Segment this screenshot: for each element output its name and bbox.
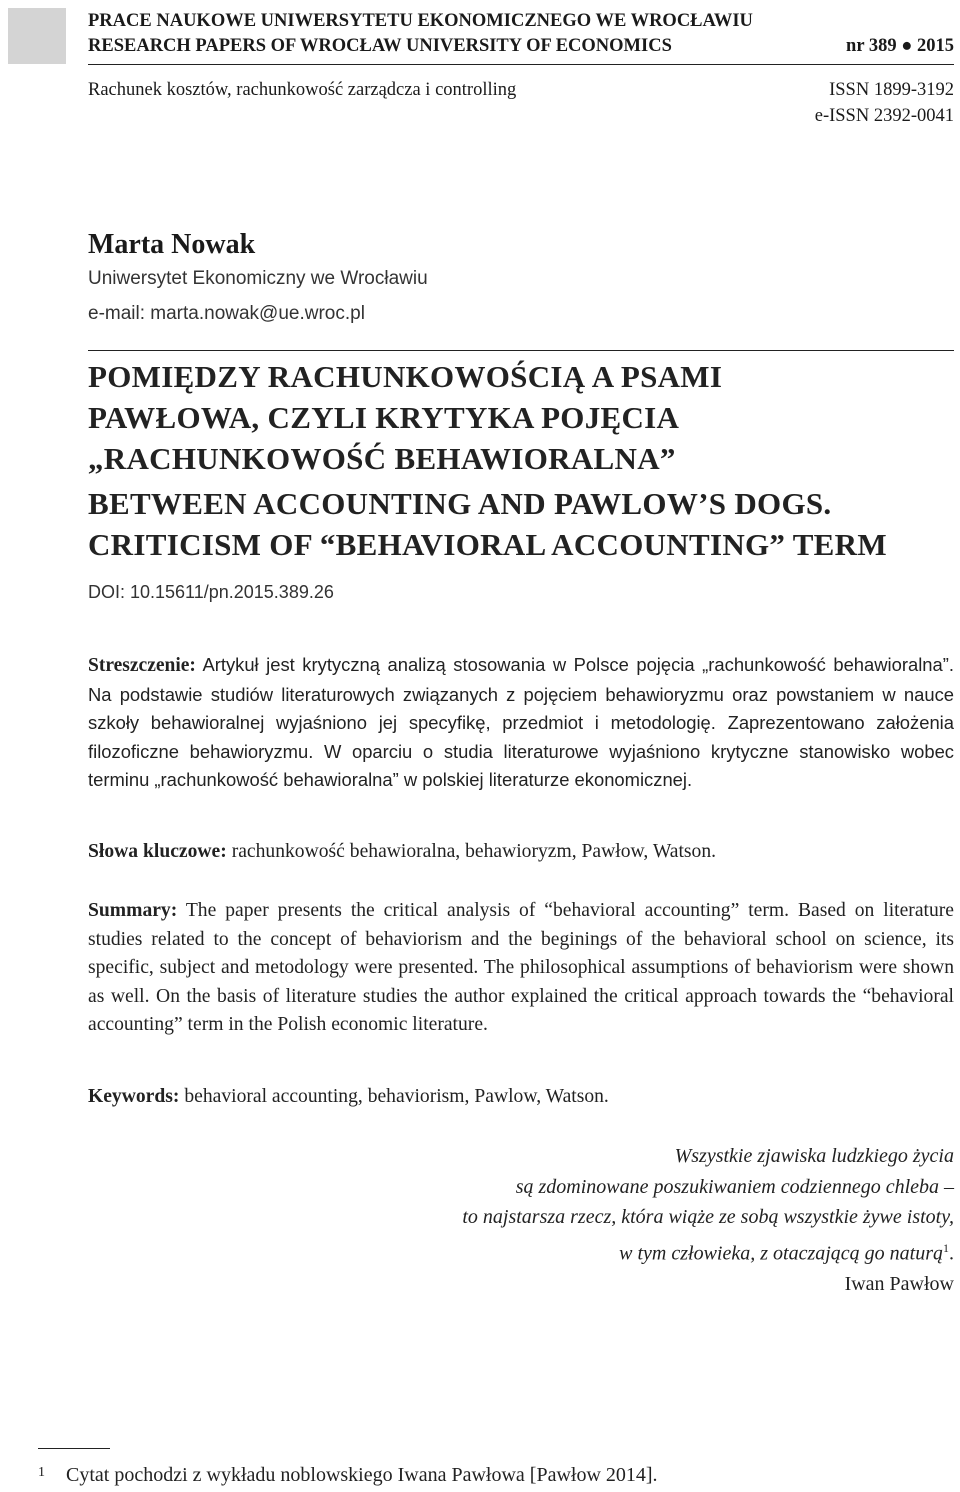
epigraph-line: w tym człowieka, z otaczającą go naturą (619, 1242, 943, 1265)
epigraph-line: to najstarsza rzecz, która wiąże ze sobą wszystkie żywe istoty, (462, 1206, 954, 1228)
title-polish (88, 356, 960, 479)
summary-label: Summary: (88, 900, 178, 921)
author-affiliation: Uniwersytet Ekonomiczny we Wrocławiu (88, 268, 428, 289)
abstract-english (88, 897, 954, 1040)
title-en-line: CRITICISM OF “BEHAVIORAL ACCOUNTING” TERM (88, 527, 887, 562)
abstract-pl-label: Streszczenie: (88, 655, 196, 676)
keywords-en-label: Keywords: (88, 1086, 180, 1107)
footnote-reference[interactable]: 1 (943, 1240, 949, 1255)
keywords-polish (88, 838, 954, 867)
keywords-english (88, 1083, 954, 1112)
title-pl-line: POMIĘDZY RACHUNKOWOŚCIĄ A PSAMI (88, 359, 723, 394)
author-email[interactable]: e-mail: marta.nowak@ue.wroc.pl (88, 303, 365, 324)
footnote-divider (38, 1448, 110, 1449)
epigraph-line: Wszystkie zjawiska ludzkiego życia (674, 1145, 954, 1167)
series-name: Rachunek kosztów, rachunkowość zarządcza i controlling (88, 80, 517, 100)
title-en-line: BETWEEN ACCOUNTING AND PAWLOW’S DOGS. (88, 486, 832, 521)
keywords-pl-text: rachunkowość behawioralna, behawioryzm, Pawłow, Watson. (231, 841, 717, 862)
footnote-mark: 1 (38, 1465, 45, 1480)
eissn: e-ISSN 2392-0041 (814, 106, 954, 126)
author-divider (88, 350, 954, 351)
footnote-text: Cytat pochodzi z wykładu noblowskiego Iwana Pawłowa [Pawłow 2014]. (66, 1464, 658, 1486)
keywords-en-text: behavioral accounting, behaviorism, Pawlow, Watson. (184, 1086, 609, 1107)
issue-number: nr 389 ● 2015 (846, 36, 954, 56)
epigraph-end-punct: . (949, 1242, 954, 1265)
header-gray-box (8, 8, 66, 64)
title-english (88, 483, 960, 565)
issn: ISSN 1899-3192 (829, 80, 954, 100)
title-pl-line: „RACHUNKOWOŚĆ BEHAWIORALNA” (88, 441, 676, 476)
keywords-pl-label: Słowa kluczowe: (88, 841, 227, 862)
epigraph-quote (254, 1141, 954, 1269)
abstract-pl-text: Artykuł jest krytyczną analizą stosowania w Polsce pojęcia „rachunkowość behawioralna”. Na podstawie studiów literaturowych związanych z pojęciem behawioryzmu oraz powstaniem w nauce szkoły behawioralnej wyjaśniono jej specyfikę, przedmiot i metodologię. Zaprezentowano założenia filozoficzne behawioryzmu. W oparciu o studia literaturowe wyjaśniono krytyczne stanowisko wobec terminu „rachunkowość behawioralna” w polskiej literaturze ekonomicznej. (88, 654, 954, 790)
journal-title-en-row (88, 34, 954, 58)
journal-title-en: RESEARCH PAPERS OF WROCŁAW UNIVERSITY OF ECONOMICS (88, 36, 672, 56)
doi: DOI: 10.15611/pn.2015.389.26 (88, 582, 334, 602)
abstract-polish (88, 651, 954, 795)
title-pl-line: PAWŁOWA, CZYLI KRYTYKA POJĘCIA (88, 400, 680, 435)
journal-title-pl: PRACE NAUKOWE UNIWERSYTETU EKONOMICZNEGO WE WROCŁAWIU (88, 11, 753, 31)
epigraph-line: są zdominowane poszukiwaniem codziennego chleba – (515, 1175, 954, 1198)
epigraph-author: Iwan Pawłow (844, 1273, 954, 1295)
summary-text: The paper presents the critical analysis of “behavioral accounting” term. Based on literature studies related to the concept of behaviorism and the beginings of the behavioral school on science, its specific, subject and metodology were presented. The philosophical assumptions of behaviorism were shown as well. On the basis of literature studies the author explained the critical approach towards the “behavioral accounting” term in the Polish economic literature. (88, 900, 954, 1035)
journal-header (0, 0, 960, 70)
author-name: Marta Nowak (88, 229, 256, 260)
epigraph-last-line (254, 1233, 954, 1269)
header-divider (88, 64, 954, 65)
